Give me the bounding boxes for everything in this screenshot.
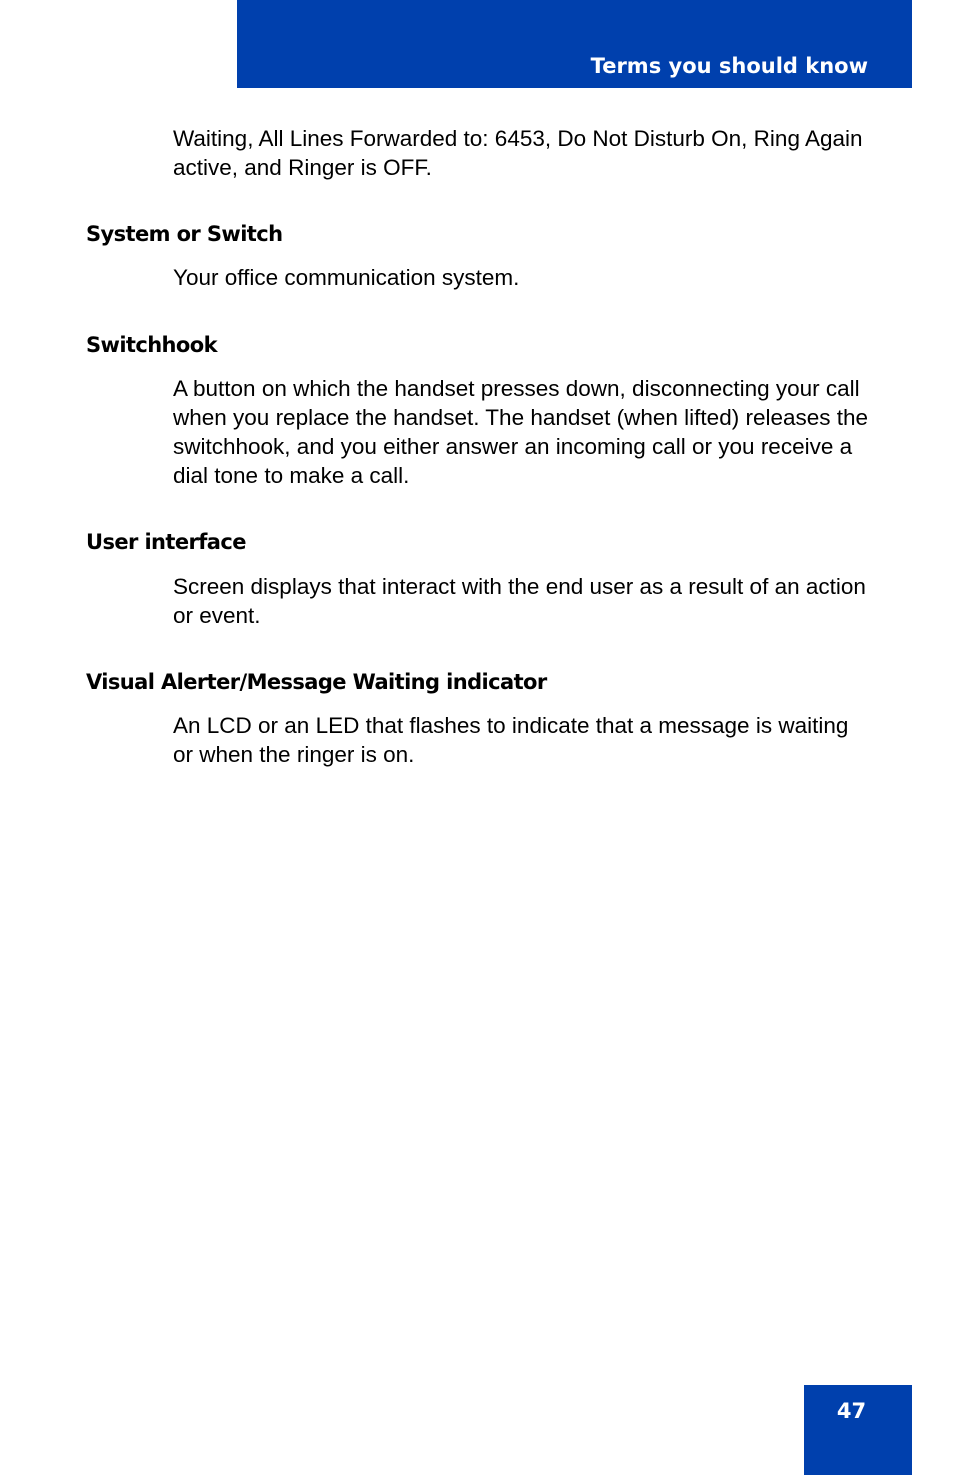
term-system-or-switch: System or Switch — [86, 222, 283, 246]
continued-definition: Waiting, All Lines Forwarded to: 6453, Do Not Disturb On, Ring Again active, and Ringer is OFF. — [173, 126, 863, 180]
definition-user-interface: Screen displays that interact with the end user as a result of an action or event. — [173, 574, 866, 628]
term-visual-alerter: Visual Alerter/Message Waiting indicator — [86, 670, 547, 694]
term-user-interface: User interface — [86, 530, 246, 554]
definition-visual-alerter: An LCD or an LED that flashes to indicate that a message is waiting or when the ringer is on. — [173, 713, 849, 767]
term-switchhook: Switchhook — [86, 333, 217, 357]
page-number: 47 — [836, 1399, 867, 1423]
header-bar — [237, 0, 912, 88]
page-number-box — [804, 1385, 912, 1475]
definition-system-or-switch: Your office communication system. — [173, 265, 520, 290]
section-title: Terms you should know — [590, 54, 868, 78]
definition-switchhook: A button on which the handset presses down, disconnecting your call when you replace the handset. The handset (when lifted) releases the switchhook, and you either answer an incoming call or you receive a dial tone to make a call. — [173, 376, 869, 488]
